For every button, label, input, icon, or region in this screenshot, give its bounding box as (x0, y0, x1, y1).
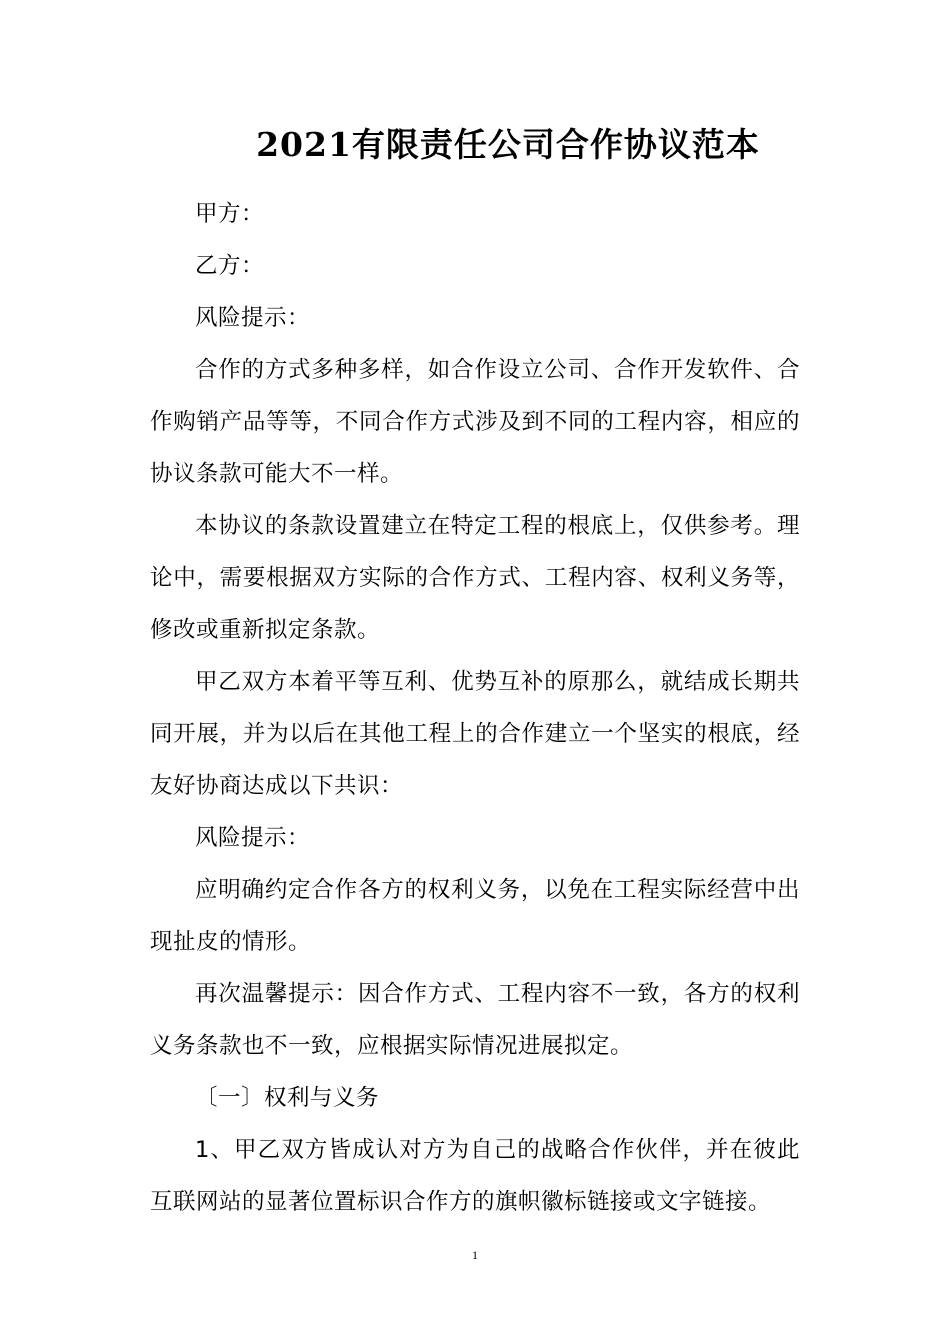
risk-notice-heading: 风险提示： (195, 305, 311, 331)
clause-1: 1、甲乙双方皆成认对方为自己的战略合作伙伴，并在彼此互联网站的显著位置标识合作方的旗帜徽标链接或文字链接。 (150, 1137, 800, 1215)
page-number: 1 (472, 1248, 478, 1262)
document-body (150, 188, 800, 1228)
party-b-line: 乙方： (195, 253, 265, 279)
document-title: 2021有限责任公司合作协议范本 (256, 125, 760, 164)
section-heading-rights: 〔一〕权利与义务 (195, 1085, 380, 1111)
risk-notice-heading-2: 风险提示： (195, 825, 311, 851)
paragraph-mutual-benefit: 甲乙双方本着平等互利、优势互补的原那么，就结成长期共同开展，并为以后在其他工程上的合作建立一个坚实的根底，经友好协商达成以下共识： (150, 669, 800, 799)
party-a-line: 甲方： (195, 201, 265, 227)
paragraph-cooperation-methods: 合作的方式多种多样，如合作设立公司、合作开发软件、合作购销产品等等，不同合作方式涉及到不同的工程内容，相应的协议条款可能大不一样。 (150, 357, 800, 487)
paragraph-clause-reference: 本协议的条款设置建立在特定工程的根底上，仅供参考。理论中，需要根据双方实际的合作方式、工程内容、权利义务等，修改或重新拟定条款。 (150, 513, 800, 643)
paragraph-reminder: 再次温馨提示：因合作方式、工程内容不一致，各方的权利义务条款也不一致，应根据实际情况进展拟定。 (150, 981, 800, 1059)
paragraph-rights-obligations-notice: 应明确约定合作各方的权利义务，以免在工程实际经营中出现扯皮的情形。 (150, 877, 800, 955)
